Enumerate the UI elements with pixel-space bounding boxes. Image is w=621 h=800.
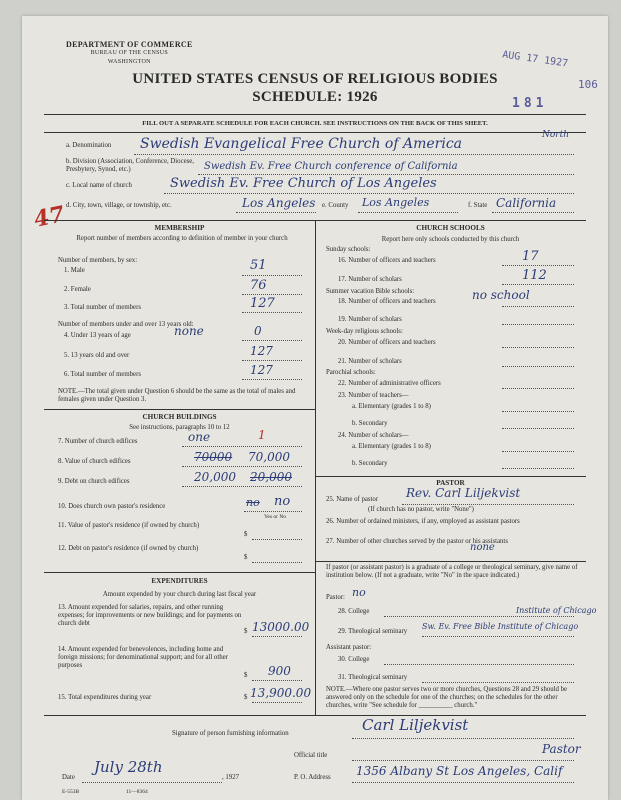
q12-label: 12. Debt on pastor's residence (if owned by church) <box>58 545 199 552</box>
q27-label: 27. Number of other churches served by the pastor or his assistants <box>326 538 508 545</box>
year-label: , 1927 <box>222 774 239 781</box>
q25-label: 25. Name of pastor <box>326 496 379 503</box>
age-intro-label: Number of members under and over 13 years old: <box>58 321 194 328</box>
county-label: e. County <box>322 202 349 209</box>
q30-label: 30. College <box>338 656 370 663</box>
schools-title: CHURCH SCHOOLS <box>416 224 485 232</box>
q24a-label: a. Elementary (grades 1 to 8) <box>352 443 431 450</box>
state-label: f. State <box>468 202 488 209</box>
q3-value: 127 <box>250 296 275 311</box>
q5-value: 127 <box>250 344 273 358</box>
q9-label: 9. Debt on church edifices <box>58 478 130 485</box>
sunday-schools-label: Sunday schools: <box>326 246 371 253</box>
q7-label: 7. Number of church edifices <box>58 438 138 445</box>
schools-intro: Report here only schools conducted by this church <box>381 236 520 243</box>
city-label: d. City, town, village, or township, etc. <box>66 202 172 209</box>
q13-dollar: $ <box>244 628 248 635</box>
denomination-note: North <box>542 130 570 140</box>
q5-label: 5. 13 years old and over <box>64 352 130 359</box>
date-label: Date <box>62 774 75 781</box>
q25-note: (If church has no pastor, write "None") <box>368 506 474 513</box>
graduate-note: If pastor (or assistant pastor) is a graduate of a college or theological seminary, give name of institution below. (If not a graduate, write "No" in the space indicated.) <box>326 564 578 579</box>
denomination-value: Swedish Evangelical Free Church of America <box>140 136 463 152</box>
file-number-stamp: 181 <box>512 96 548 111</box>
pastor-sub-label: Pastor: <box>326 594 345 601</box>
county-value: Los Angeles <box>362 196 430 209</box>
denomination-label: a. Denomination <box>66 142 112 149</box>
q18-value: no school <box>472 288 530 302</box>
address-value: 1356 Albany St Los Angeles, Calif <box>356 764 563 778</box>
print-code: 11—8364 <box>126 789 148 795</box>
department-heading <box>66 40 193 67</box>
margin-check-mark: 47 <box>31 201 67 233</box>
division-label: b. Division (Association, Conference, Diocese, Presbytery, Synod, etc.) <box>66 158 194 173</box>
q3-label: 3. Total number of members <box>64 304 141 311</box>
bureau-name: BUREAU OF THE CENSUS <box>90 50 169 56</box>
q29-value-line1: Institute of Chicago <box>516 606 597 615</box>
pastor-sub-value: no <box>352 586 366 599</box>
department-name: DEPARTMENT OF COMMERCE <box>66 40 193 49</box>
q23-label: 23. Number of teachers— <box>338 392 409 399</box>
q24b-label: b. Secondary <box>352 460 388 467</box>
q1-value: 51 <box>250 258 267 273</box>
city-name: WASHINGTON <box>107 59 151 65</box>
q14-value: 900 <box>268 664 291 678</box>
q6-value: 127 <box>250 363 273 377</box>
q27-value: none <box>470 542 495 553</box>
local-name-label: c. Local name of church <box>66 182 132 189</box>
state-value: California <box>496 196 557 210</box>
stamp-code: 106 <box>578 78 598 91</box>
q22-label: 22. Number of administrative officers <box>338 380 441 387</box>
q6-label: 6. Total number of members <box>64 371 141 378</box>
q4-value: 0 <box>254 324 262 338</box>
q13-label: 13. Amount expended for salaries, repairs, and other running expenses; for improvements or new buildings; and for payments on church debt <box>58 604 242 627</box>
members-by-sex-label: Number of members, by sex: <box>58 257 138 264</box>
q4-label: 4. Under 13 years of age <box>64 332 131 339</box>
q29-value-line2: Sw. Ev. Free Bible Institute of Chicago <box>422 622 579 631</box>
q18-label: 18. Number of officers and teachers <box>338 298 436 305</box>
q28-label: 28. College <box>338 608 370 615</box>
q2-value: 76 <box>250 278 267 293</box>
q7-correction: 1 <box>258 428 266 442</box>
received-date-stamp: AUG 17 1927 <box>501 49 569 70</box>
q16-value: 17 <box>522 249 539 264</box>
q10-value: no <box>246 496 260 509</box>
membership-intro: Report number of members according to definition of member in your church <box>76 235 288 242</box>
q15-value: 13,900.00 <box>250 686 312 700</box>
pastor-title: PASTOR <box>436 479 465 487</box>
q20-label: 20. Number of officers and teachers <box>338 339 436 346</box>
pastor-note: NOTE.—Where one pastor serves two or more churches, Questions 28 and 29 should be answered only on the schedule for one of the churches; on the schedules for the other churches, write "See schedule for __________ church." <box>326 686 568 709</box>
q13-value: 13000.00 <box>252 620 310 634</box>
q8-correction: 70,000 <box>248 450 290 464</box>
membership-note: NOTE.—The total given under Question 6 should be the same as the total of males and females given under Question 3. <box>58 388 296 403</box>
instructions-line: FILL OUT A SEPARATE SCHEDULE FOR EACH CHURCH. SEE INSTRUCTIONS ON THE BACK OF THIS SHEET. <box>142 120 488 127</box>
form-title: UNITED STATES CENSUS OF RELIGIOUS BODIES <box>132 71 498 87</box>
q17-label: 17. Number of scholars <box>338 276 402 283</box>
signature-label: Signature of person furnishing information <box>172 730 289 737</box>
weekday-schools-label: Week-day religious schools: <box>326 328 403 335</box>
city-value: Los Angeles <box>242 196 316 210</box>
q11-dollar: $ <box>244 531 248 538</box>
official-title-value: Pastor <box>542 742 581 756</box>
q15-label: 15. Total expenditures during year <box>58 694 152 701</box>
census-schedule-page <box>22 16 608 800</box>
q4-note: none <box>174 324 204 338</box>
q14-dollar: $ <box>244 672 248 679</box>
q9-correction: 20,000 <box>250 470 292 484</box>
assistant-pastor-label: Assistant pastor: <box>326 644 372 651</box>
q12-dollar: $ <box>244 554 248 561</box>
date-value: July 28th <box>94 758 163 776</box>
q1-label: 1. Male <box>64 267 85 274</box>
q11-label: 11. Value of pastor's residence (if owned by church) <box>58 522 200 529</box>
division-value: Swedish Ev. Free Church conference of California <box>204 161 458 172</box>
q23a-label: a. Elementary (grades 1 to 8) <box>352 403 431 410</box>
q15-dollar: $ <box>244 694 248 701</box>
schedule-title: SCHEDULE: 1926 <box>252 89 378 105</box>
q23b-label: b. Secondary <box>352 420 388 427</box>
q19-label: 19. Number of scholars <box>338 316 402 323</box>
parochial-schools-label: Parochial schools: <box>326 369 376 376</box>
membership-title: MEMBERSHIP <box>154 224 205 232</box>
q7-value: one <box>188 430 211 444</box>
q9-value: 20,000 <box>194 470 236 484</box>
q29-label: 29. Theological seminary <box>338 628 408 635</box>
yes-no-hint: Yes or No <box>264 514 287 520</box>
q10-label: 10. Does church own pastor's residence <box>58 503 166 510</box>
expenditures-title: EXPENDITURES <box>151 577 208 585</box>
q2-label: 2. Female <box>64 286 91 293</box>
expenditures-intro: Amount expended by your church during last fiscal year <box>102 591 257 598</box>
q8-value: 70000 <box>194 450 233 464</box>
q31-label: 31. Theological seminary <box>338 674 408 681</box>
q25-value: Rev. Carl Liljekvist <box>406 486 521 500</box>
buildings-title: CHURCH BUILDINGS <box>142 413 217 421</box>
q16-label: 16. Number of officers and teachers <box>338 257 436 264</box>
q14-label: 14. Amount expended for benevolences, including home and foreign missions; for denominational support; and for all other purposes <box>58 646 228 669</box>
q8-label: 8. Value of church edifices <box>58 458 131 465</box>
q17-value: 112 <box>522 268 547 283</box>
q10-correction: no <box>274 494 291 509</box>
buildings-subtitle: See instructions, paragraphs 10 to 12 <box>129 424 230 431</box>
local-name-value: Swedish Ev. Free Church of Los Angeles <box>170 176 437 191</box>
q26-label: 26. Number of ordained ministers, if any, employed as assistant pastors <box>326 518 520 525</box>
form-code: E-553B <box>62 789 80 795</box>
signature-value: Carl Liljekvist <box>362 716 469 734</box>
vacation-schools-label: Summer vacation Bible schools: <box>326 288 415 295</box>
q21-label: 21. Number of scholars <box>338 358 402 365</box>
official-title-label: Official title <box>294 752 328 759</box>
address-label: P. O. Address <box>294 774 331 781</box>
q24-label: 24. Number of scholars— <box>338 432 409 439</box>
